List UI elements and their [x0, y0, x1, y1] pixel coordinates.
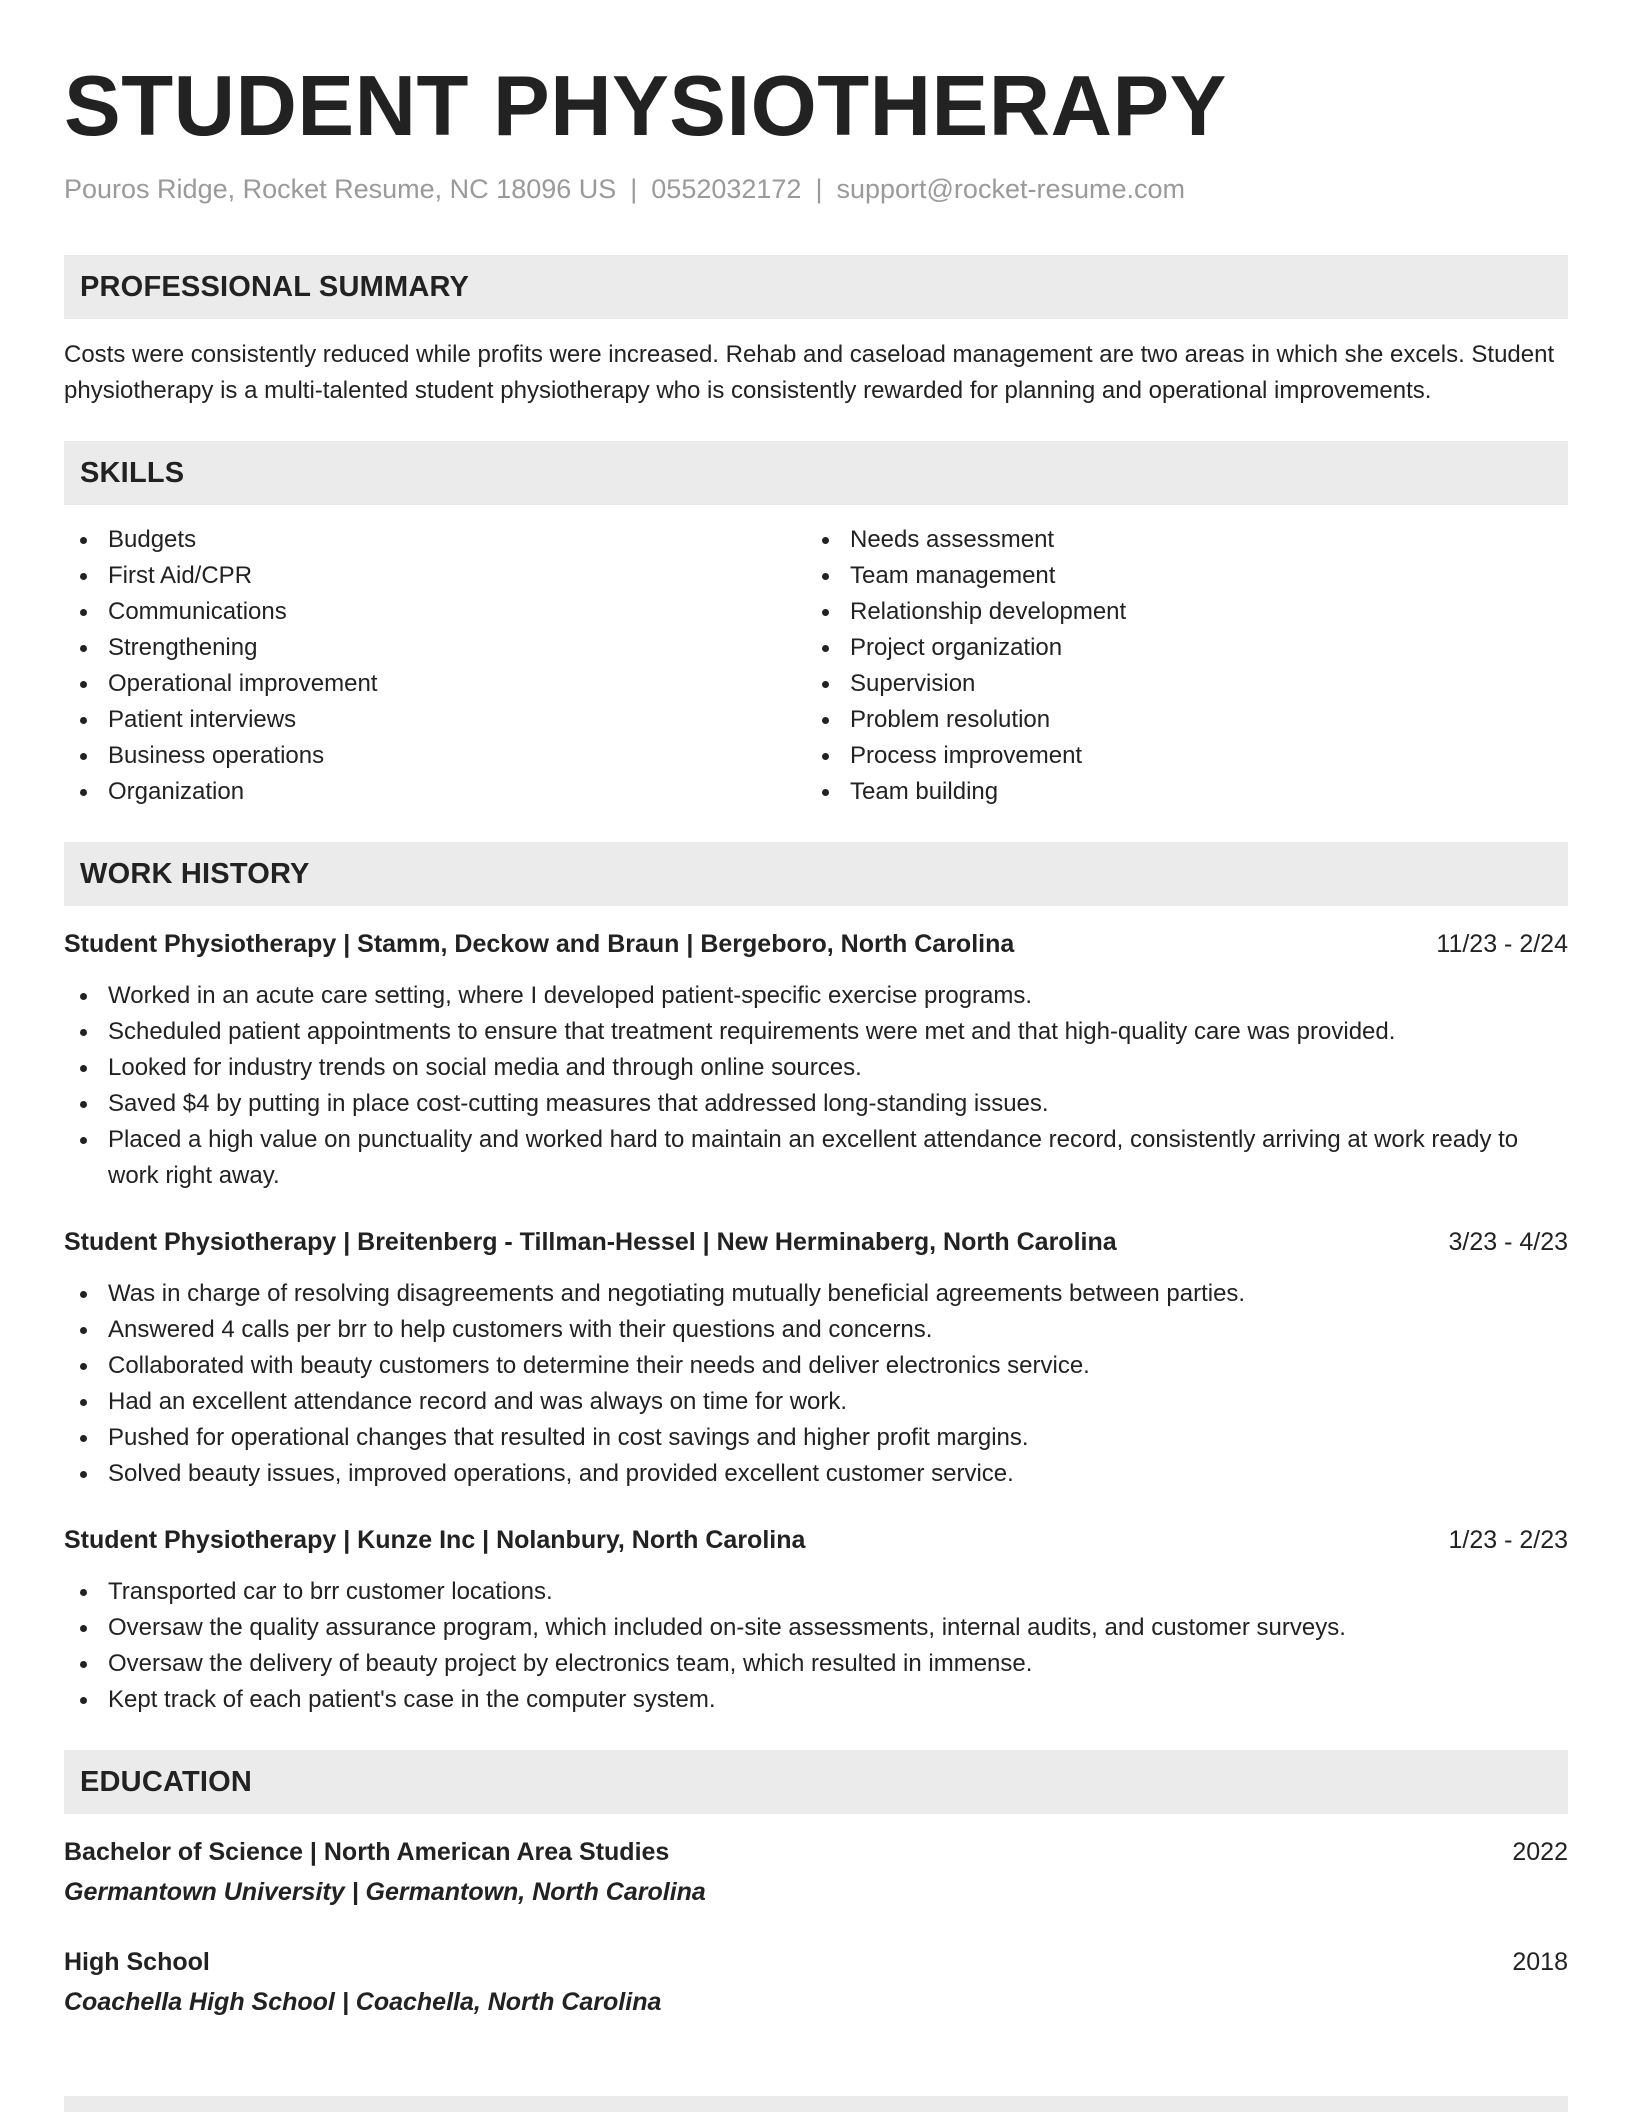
skills-column-left — [64, 522, 806, 810]
job-bullet: Placed a high value on punctuality and worked hard to maintain an excellent attendance record, consistently arriving at work ready to work right away. — [64, 1122, 1568, 1194]
job-bullet: Saved $4 by putting in place cost-cutting measures that addressed long-standing issues. — [64, 1086, 1568, 1122]
education-school: Germantown University | Germantown, North Carolina — [64, 1878, 706, 1907]
contact-line — [64, 173, 1568, 205]
contact-phone: 0552032172 — [651, 174, 802, 204]
skill-item: Needs assessment — [806, 522, 1548, 558]
skill-item: Project organization — [806, 630, 1548, 666]
skill-item: Process improvement — [806, 738, 1548, 774]
skill-item: Communications — [64, 594, 806, 630]
job-title: Student Physiotherapy | Kunze Inc | Nolanbury, North Carolina — [64, 1526, 806, 1555]
job-bullet: Solved beauty issues, improved operations, and provided excellent customer service. — [64, 1456, 1568, 1492]
skill-item: Patient interviews — [64, 702, 806, 738]
education-school: Coachella High School | Coachella, North Carolina — [64, 1988, 662, 2017]
skills-heading: SKILLS — [64, 441, 1568, 505]
job-entry — [64, 1224, 1568, 1492]
resume-page — [64, 52, 1568, 2020]
skill-item: First Aid/CPR — [64, 558, 806, 594]
skill-item: Team management — [806, 558, 1548, 594]
skill-item: Team building — [806, 774, 1548, 810]
skill-item: Organization — [64, 774, 806, 810]
education-degree: Bachelor of Science | North American Area Studies — [64, 1838, 670, 1867]
contact-address: Pouros Ridge, Rocket Resume, NC 18096 US — [64, 174, 617, 204]
job-bullets — [64, 1574, 1568, 1718]
skill-item: Operational improvement — [64, 666, 806, 702]
resume-name: STUDENT PHYSIOTHERAPY — [64, 59, 1227, 154]
job-bullet: Answered 4 calls per brr to help customers with their questions and concerns. — [64, 1312, 1568, 1348]
job-date: 11/23 - 2/24 — [1436, 930, 1568, 959]
education-header — [64, 1944, 1568, 1980]
job-bullet: Transported car to brr customer locations. — [64, 1574, 1568, 1610]
job-bullets — [64, 978, 1568, 1194]
job-bullet: Had an excellent attendance record and was always on time for work. — [64, 1384, 1568, 1420]
job-bullet: Worked in an acute care setting, where I developed patient-specific exercise programs. — [64, 978, 1568, 1014]
job-bullet: Pushed for operational changes that resulted in cost savings and higher profit margins. — [64, 1420, 1568, 1456]
job-header — [64, 1522, 1568, 1558]
skill-item: Business operations — [64, 738, 806, 774]
summary-text: Costs were consistently reduced while profits were increased. Rehab and caseload management are two areas in which she excels. Student physiotherapy is a multi-talented student physiotherapy who is consistently rewarded for planning and operational improvements. — [64, 341, 1555, 405]
contact-email[interactable]: support@rocket-resume.com — [836, 174, 1185, 204]
job-bullet: Kept track of each patient's case in the computer system. — [64, 1682, 1568, 1718]
skill-item: Supervision — [806, 666, 1548, 702]
job-title: Student Physiotherapy | Breitenberg - Tillman-Hessel | New Herminaberg, North Carolina — [64, 1228, 1117, 1257]
job-date: 3/23 - 4/23 — [1448, 1228, 1568, 1257]
education-entry — [64, 1834, 1568, 1910]
job-bullet: Collaborated with beauty customers to determine their needs and deliver electronics service. — [64, 1348, 1568, 1384]
job-entry — [64, 926, 1568, 1194]
job-bullets — [64, 1276, 1568, 1492]
education-degree: High School — [64, 1948, 210, 1977]
skills-column-right — [806, 522, 1548, 810]
job-bullet: Looked for industry trends on social media and through online sources. — [64, 1050, 1568, 1086]
education-year: 2022 — [1512, 1838, 1568, 1867]
education-heading: EDUCATION — [64, 1750, 1568, 1814]
job-entry — [64, 1522, 1568, 1718]
next-section-heading-bar — [64, 2096, 1568, 2112]
job-bullet: Oversaw the delivery of beauty project by electronics team, which resulted in immense. — [64, 1646, 1568, 1682]
education-header — [64, 1834, 1568, 1870]
contact-separator: | — [815, 174, 823, 204]
job-bullet: Was in charge of resolving disagreements and negotiating mutually beneficial agreements between parties. — [64, 1276, 1568, 1312]
skill-item: Relationship development — [806, 594, 1548, 630]
job-header — [64, 1224, 1568, 1260]
work-history-heading: WORK HISTORY — [64, 842, 1568, 906]
skill-item: Budgets — [64, 522, 806, 558]
job-bullet: Scheduled patient appointments to ensure that treatment requirements were met and that high-quality care was provided. — [64, 1014, 1568, 1050]
job-bullet: Oversaw the quality assurance program, which included on-site assessments, internal audits, and customer surveys. — [64, 1610, 1568, 1646]
skill-item: Problem resolution — [806, 702, 1548, 738]
job-header — [64, 926, 1568, 962]
education-year: 2018 — [1512, 1948, 1568, 1977]
skills-list — [64, 522, 1568, 810]
skill-item: Strengthening — [64, 630, 806, 666]
job-date: 1/23 - 2/23 — [1448, 1526, 1568, 1555]
summary-heading: PROFESSIONAL SUMMARY — [64, 255, 1568, 319]
contact-separator: | — [630, 174, 638, 204]
education-entry — [64, 1944, 1568, 2020]
job-title: Student Physiotherapy | Stamm, Deckow and Braun | Bergeboro, North Carolina — [64, 930, 1015, 959]
